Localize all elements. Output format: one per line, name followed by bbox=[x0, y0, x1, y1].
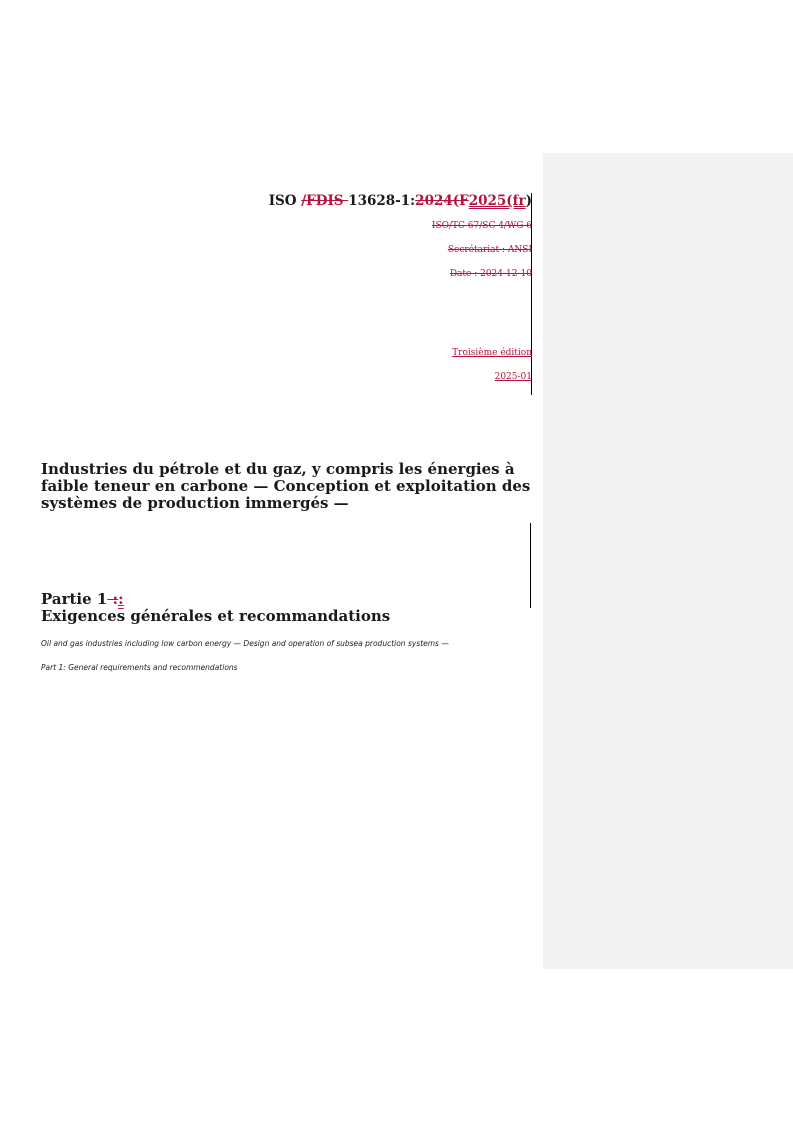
edition-text: Troisième édition bbox=[452, 348, 532, 358]
date-line bbox=[200, 268, 532, 280]
change-bar-part bbox=[530, 523, 531, 608]
ref-inserted-year: 2025(fr bbox=[468, 193, 526, 209]
date-text: Date : 2024-12-10 bbox=[449, 269, 532, 279]
edition-line bbox=[200, 347, 532, 359]
ref-close: ) bbox=[525, 193, 532, 209]
document-title: Industries du pétrole et du gaz, y compris les énergies à faible teneur en carbone — Conception et exploitation des systèmes de production immergés — bbox=[41, 460, 531, 512]
edition-date-line bbox=[200, 371, 532, 383]
committee-line bbox=[200, 220, 532, 232]
ref-deleted-year: 2024(F bbox=[415, 193, 469, 209]
ref-deleted-draft: /FDIS bbox=[301, 193, 349, 209]
secretariat-line bbox=[200, 244, 532, 256]
part-heading bbox=[41, 591, 390, 625]
ref-prefix: ISO bbox=[268, 193, 302, 209]
english-title-line-2: Part 1: General requirements and recommendations bbox=[41, 663, 238, 672]
part-label: Partie 1 bbox=[41, 590, 108, 608]
committee-text: ISO/TC 67/SC 4/WG 6 bbox=[431, 221, 532, 231]
part-title: Exigences générales et recommandations bbox=[41, 607, 391, 625]
ref-number: 13628-1: bbox=[348, 193, 416, 209]
document-reference bbox=[200, 193, 532, 209]
part-label-line bbox=[41, 591, 390, 608]
part-deleted-colon: : bbox=[107, 590, 119, 608]
comment-pane bbox=[543, 153, 793, 969]
english-title-line-1: Oil and gas industries including low carbon energy — Design and operation of subsea production systems — bbox=[41, 639, 449, 648]
part-inserted-colon: : bbox=[118, 590, 124, 608]
secretariat-text: Secrétariat : ANSI bbox=[447, 245, 532, 255]
edition-date-text: 2025-01 bbox=[494, 372, 532, 382]
